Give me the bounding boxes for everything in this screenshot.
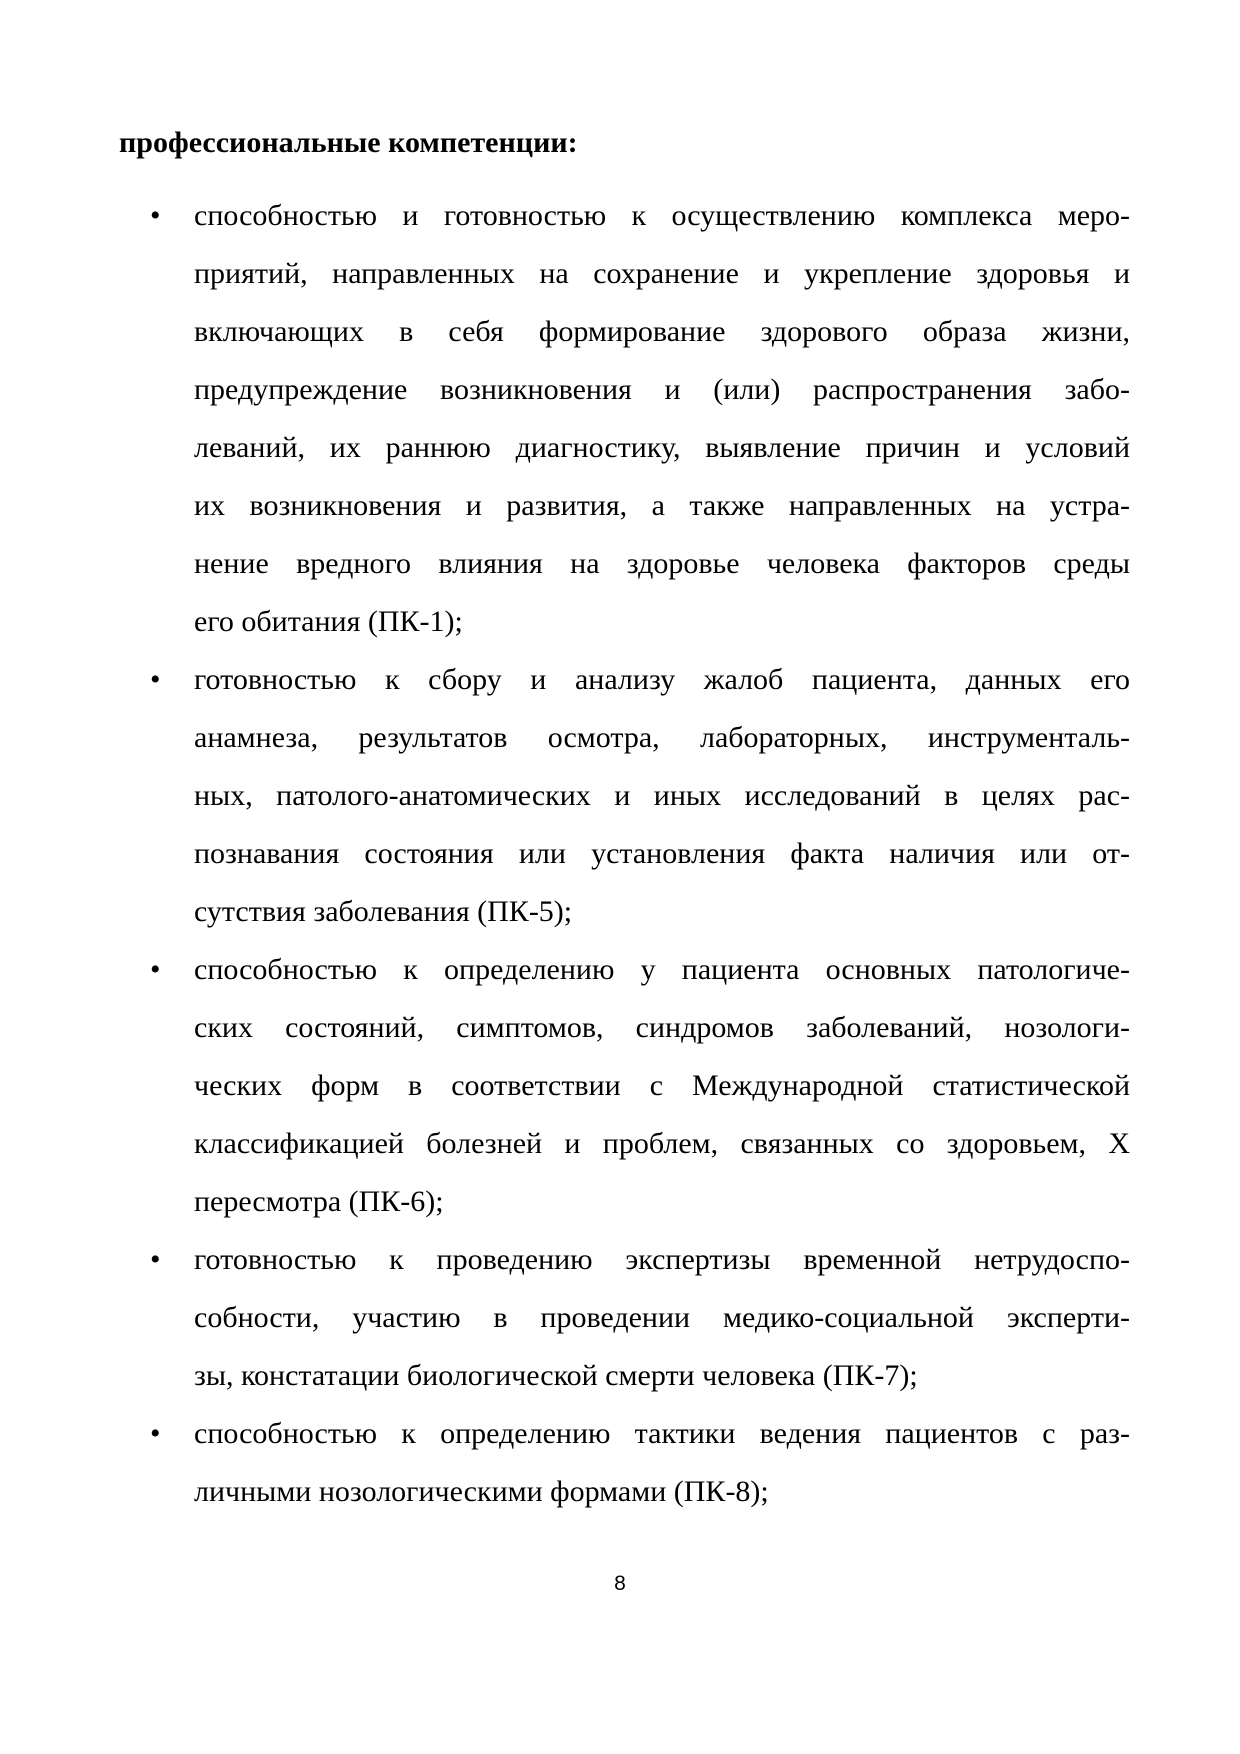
text-line: нение вредного влияния на здоровье человека факторов среды <box>194 547 1130 580</box>
text-line: личными нозологическими формами (ПК-8); <box>194 1475 769 1508</box>
list-item <box>150 941 1130 1231</box>
list-item-text <box>194 941 1130 1231</box>
text-line: предупреждение возникновения и (или) распространения забо- <box>194 373 1130 406</box>
text-line: готовностью к проведению экспертизы временной нетрудоспо- <box>194 1243 1130 1276</box>
bullet-icon: • <box>150 1417 161 1450</box>
text-line: леваний, их раннюю диагностику, выявление причин и условий <box>194 431 1130 464</box>
text-line: способностью к определению у пациента основных патологиче- <box>194 953 1130 986</box>
text-line: анамнеза, результатов осмотра, лабораторных, инструменталь- <box>194 721 1130 754</box>
text-line: ческих форм в соответствии с Международной статистической <box>194 1069 1130 1102</box>
text-line: его обитания (ПК-1); <box>194 605 463 638</box>
list-item-text <box>194 651 1130 941</box>
list-item <box>150 1231 1130 1405</box>
page-number: 8 <box>614 1572 626 1595</box>
text-line: собности, участию в проведении медико-социальной эксперти- <box>194 1301 1130 1334</box>
list-item-text <box>194 1405 1130 1521</box>
bullet-icon: • <box>150 1243 161 1276</box>
text-line: включающих в себя формирование здорового образа жизни, <box>194 315 1130 348</box>
list-item <box>150 187 1130 651</box>
text-line: способностью и готовностью к осуществлению комплекса меро- <box>194 199 1130 232</box>
text-line: готовностью к сбору и анализу жалоб пациента, данных его <box>194 663 1130 696</box>
bullet-icon: • <box>150 663 161 696</box>
text-line: приятий, направленных на сохранение и укрепление здоровья и <box>194 257 1130 290</box>
text-line: пересмотра (ПК-6); <box>194 1185 444 1218</box>
text-line: их возникновения и развития, а также направленных на устра- <box>194 489 1130 522</box>
text-line: способностью к определению тактики ведения пациентов с раз- <box>194 1417 1130 1450</box>
text-line: познавания состояния или установления факта наличия или от- <box>194 837 1130 870</box>
text-line: ных, патолого-анатомических и иных исследований в целях рас- <box>194 779 1130 812</box>
text-line: классификацией болезней и проблем, связанных со здоровьем, Х <box>194 1127 1130 1160</box>
text-line: зы, констатации биологической смерти человека (ПК-7); <box>194 1359 918 1392</box>
bullet-icon: • <box>150 953 161 986</box>
list-item-text <box>194 1231 1130 1405</box>
list-item-text <box>194 187 1130 651</box>
text-line: сутствия заболевания (ПК-5); <box>194 895 573 928</box>
bullet-icon: • <box>150 199 161 232</box>
list-item <box>150 1405 1130 1521</box>
competency-list <box>150 187 1130 1521</box>
section-heading: профессиональные компетенции: <box>119 126 578 159</box>
text-line: ских состояний, симптомов, синдромов заболеваний, нозологи- <box>194 1011 1130 1044</box>
list-item <box>150 651 1130 941</box>
